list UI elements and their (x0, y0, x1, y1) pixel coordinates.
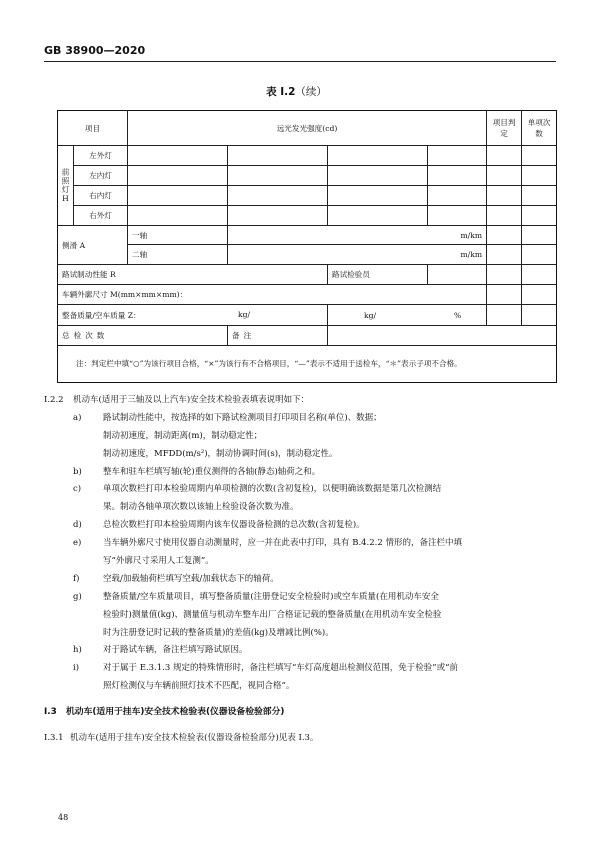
road-brake-row (58, 265, 557, 285)
item-text: 整车和驻车栏填写轴(轮)重仪测得的各轴(静态)轴荷之和。 (103, 466, 321, 477)
instruction-line (44, 428, 556, 446)
count-cell[interactable] (522, 146, 557, 166)
instruction-line (44, 499, 556, 517)
standard-number: GB 38900—2020 (44, 44, 146, 57)
instructions-body (44, 392, 556, 748)
section-number: I.3 (44, 707, 57, 718)
lamp-row (58, 146, 557, 166)
instruction-line (44, 625, 556, 643)
instruction-items (44, 410, 556, 696)
item-label: i) (73, 663, 80, 674)
lamp-left-inner: 左内灯 (74, 166, 128, 186)
judge-cell[interactable] (487, 305, 522, 326)
judge-cell[interactable] (487, 186, 522, 206)
section-i3 (44, 704, 556, 722)
count-cell[interactable] (522, 285, 557, 305)
table-caption-label: 表 I.2 (266, 86, 296, 98)
item-text: 果。制动各轴单项次数以该轴上检验设备次数为准。 (103, 502, 299, 513)
header-project: 项目 (58, 111, 128, 146)
instruction-line (44, 446, 556, 464)
slide-unit: m/km (228, 245, 487, 265)
item-label: g) (73, 591, 82, 602)
item-text: 时为注册登记时记载的整备质量)的差值(kg)及增减比例(%)。 (103, 627, 334, 638)
judge-cell[interactable] (487, 166, 522, 186)
item-label: d) (73, 520, 82, 531)
count-cell[interactable] (522, 245, 557, 265)
total-row (58, 326, 557, 346)
dims-row (58, 285, 557, 305)
section-heading: 机动车(适用于挂车)安全技术检验表(仪器设备检验部分) (66, 707, 285, 718)
lamp-cell[interactable] (228, 166, 328, 186)
item-text: 制动初速度，MFDD(m/s²)，制动协调时间(s)，制动稳定性。 (103, 448, 338, 459)
header-row (58, 111, 557, 146)
judge-cell[interactable] (487, 226, 522, 245)
lamp-cell[interactable] (228, 206, 328, 226)
header-judge: 项目判定 (487, 111, 522, 146)
section-i31 (44, 730, 556, 748)
lamp-cell[interactable] (128, 186, 228, 206)
item-text: 照灯检测仪与车辆前照灯技术不匹配，视同合格”。 (103, 681, 295, 692)
count-cell[interactable] (522, 305, 557, 326)
mass-unit-2: kg/ (364, 311, 377, 320)
item-text: 总检次数栏打印本检验周期内该车仪器设备检测的总次数(含初复检)。 (103, 520, 365, 531)
item-text: 空载/加载轴荷栏填写空载/加载状态下的轴荷。 (103, 573, 279, 584)
mass-label-text: 整备质量/空车质量 Z： (62, 310, 141, 320)
lamp-row (58, 186, 557, 206)
item-label: e) (73, 538, 82, 549)
count-cell[interactable] (522, 265, 557, 285)
mass-value[interactable] (328, 305, 487, 326)
lamp-cell[interactable] (328, 186, 428, 206)
instruction-line (44, 678, 556, 696)
header-rule (44, 61, 556, 62)
item-text: 对于路试车辆，备注栏填写路试原因。 (103, 645, 248, 656)
section-i22 (44, 392, 556, 410)
instruction-line (44, 553, 556, 571)
lamp-cell[interactable] (328, 166, 428, 186)
lamp-cell[interactable] (428, 206, 487, 226)
instruction-line (44, 535, 556, 553)
lamp-row (58, 206, 557, 226)
spacer (44, 722, 556, 730)
section-text: 机动车(适用于三轴及以上汽车)安全技术检验表填表说明如下： (73, 395, 310, 405)
table-caption-suffix: （续） (295, 86, 327, 98)
judge-cell[interactable] (487, 206, 522, 226)
table-note: 注：判定栏中填“○”为该行项目合格，“×”为该行有不合格项目，“—”表示不适用于送检车，“＊”表示子项不合格。 (58, 346, 557, 383)
item-label: b) (73, 466, 82, 477)
instruction-line (44, 410, 556, 428)
instruction-line (44, 481, 556, 499)
header-count: 单项次数 (522, 111, 557, 146)
item-text: 制动初速度，制动距离(m)，制动稳定性； (103, 430, 263, 441)
instruction-line (44, 607, 556, 625)
instruction-line (44, 464, 556, 482)
judge-cell[interactable] (487, 285, 522, 305)
item-label: h) (73, 645, 82, 656)
count-cell[interactable] (522, 226, 557, 245)
page-number: 48 (58, 813, 69, 822)
item-label: a) (73, 412, 82, 423)
slide-axle-2: 二轴 (128, 245, 228, 265)
lamp-row (58, 166, 557, 186)
section-number: I.2.2 (44, 395, 64, 405)
slide-row (58, 226, 557, 245)
lamp-cell[interactable] (128, 166, 228, 186)
section-number: I.3.1 (44, 733, 64, 744)
note-row (58, 346, 557, 383)
lamp-right-inner: 右内灯 (74, 186, 128, 206)
item-text: 当车辆外廓尺寸使用仪器自动测量时，应一并在此表中打印，具有 B.4.2.2 情形的，备注栏中填 (103, 538, 462, 549)
instruction-line (44, 571, 556, 589)
item-text: 整备质量/空车质量项目，填写整备质量(注册登记安全检验时)或空车质量(在用机动车安全 (103, 591, 439, 602)
instruction-line (44, 517, 556, 535)
item-text: 路试制动性能中，按选择的如下路试检测项目打印项目名称(单位)、数据； (103, 412, 382, 423)
item-label: f) (73, 573, 80, 584)
section-text: 机动车(适用于挂车)安全技术检验表(仪器设备检验部分)见表 I.3。 (70, 733, 319, 744)
lamp-cell[interactable] (128, 206, 228, 226)
count-cell[interactable] (522, 186, 557, 206)
item-text: 对于属于 E.3.1.3 规定的特殊情形时，备注栏填写“车灯高度超出检测仪范围，免于检验”或“前 (103, 663, 458, 674)
item-text: 单项次数栏打印本检验周期内单项检测的次数(含初复检)，以便明确该数据是第几次检测结 (103, 484, 442, 495)
header-intensity: 远光发光强度(cd) (128, 111, 487, 146)
lamp-cell[interactable] (428, 166, 487, 186)
remark-label: 备注 (228, 326, 328, 346)
mass-label (58, 305, 328, 326)
lamp-cell[interactable] (228, 186, 328, 206)
mass-row (58, 305, 557, 326)
slide-row (58, 245, 557, 265)
instruction-line (44, 642, 556, 660)
headlamp-group-label: 前照灯H (58, 146, 74, 226)
judge-cell[interactable] (487, 146, 522, 166)
mass-unit-3: % (454, 311, 462, 320)
item-label: c) (73, 484, 82, 495)
instruction-line (44, 660, 556, 678)
lamp-cell[interactable] (428, 146, 487, 166)
lamp-cell[interactable] (328, 146, 428, 166)
lamp-cell[interactable] (428, 186, 487, 206)
remark-value[interactable] (328, 326, 557, 346)
lamp-left-outer: 左外灯 (74, 146, 128, 166)
item-text: 检验时)测量值(kg)、测量值与机动车整车出厂合格证记载的整备质量(在用机动车安全检验 (103, 609, 442, 620)
count-cell[interactable] (522, 206, 557, 226)
instruction-line (44, 589, 556, 607)
road-inspector-value[interactable] (428, 265, 487, 285)
lamp-right-outer: 右外灯 (74, 206, 128, 226)
total-label: 总检次数 (58, 326, 228, 346)
mass-unit-1: kg/ (238, 309, 251, 319)
slide-unit: m/km (228, 226, 487, 245)
lamp-cell[interactable] (328, 206, 428, 226)
slide-axle-1: 一轴 (128, 226, 228, 245)
table-caption (0, 84, 593, 99)
road-brake-label: 路试制动性能 R (58, 265, 328, 285)
inspection-form-table (57, 110, 557, 383)
judge-cell[interactable] (487, 265, 522, 285)
road-inspector-label: 路试检验员 (328, 265, 428, 285)
count-cell[interactable] (522, 166, 557, 186)
lamp-cell[interactable] (128, 146, 228, 166)
dims-label: 车辆外廓尺寸 M(mm×mm×mm)： (58, 285, 487, 305)
item-text: 写“外廓尺寸采用人工复测”。 (103, 556, 214, 567)
lamp-cell[interactable] (228, 146, 328, 166)
spacer (44, 696, 556, 704)
judge-cell[interactable] (487, 245, 522, 265)
slide-label: 侧滑 A (58, 226, 128, 265)
